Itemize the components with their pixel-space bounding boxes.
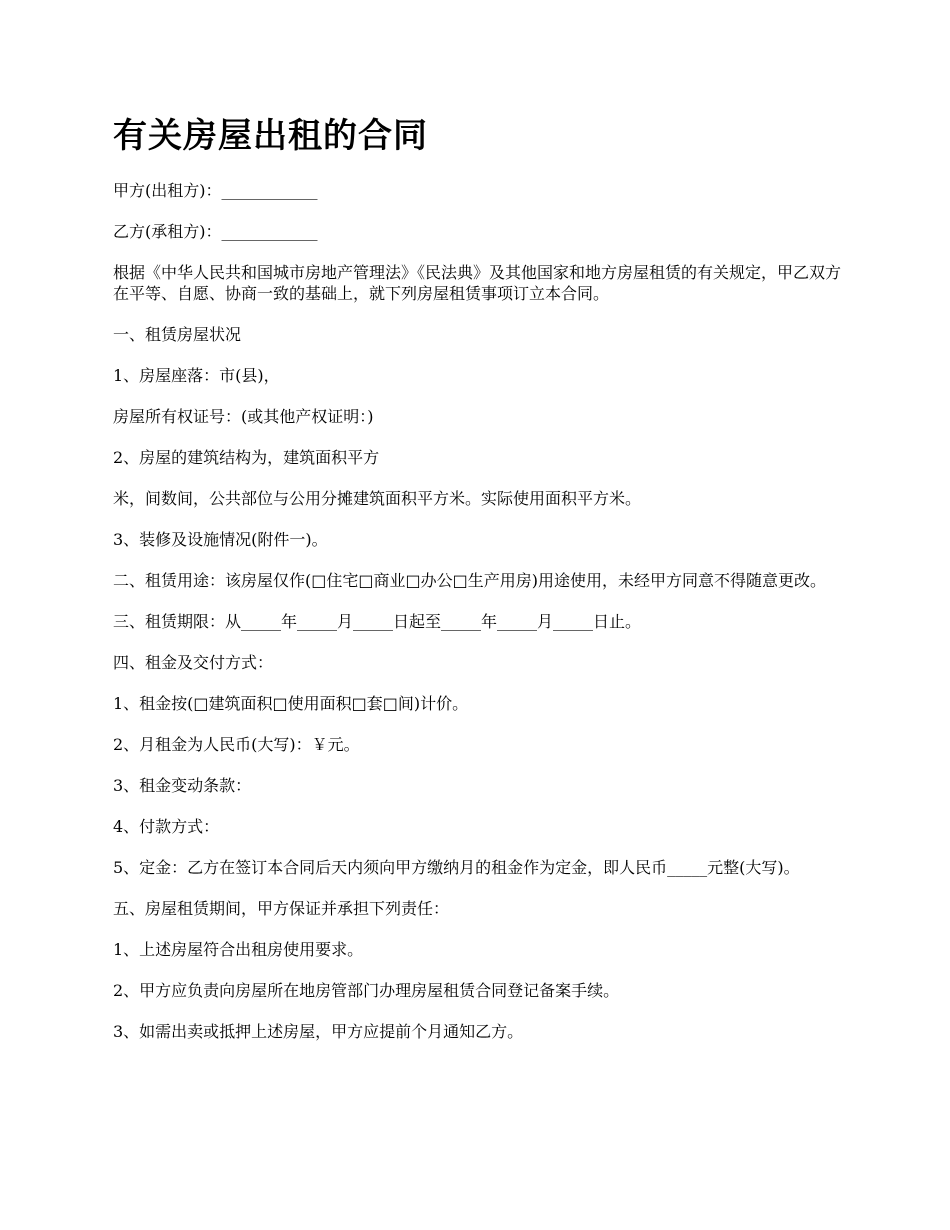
- clause-paragraph: 房屋所有权证号：(或其他产权证明：): [113, 407, 374, 426]
- section-heading: 一、租赁房屋状况: [113, 325, 242, 344]
- clause-paragraph: 2、甲方应负责向房屋所在地房管部门办理房屋租赁合同登记备案手续。: [113, 981, 620, 1000]
- clause-paragraph: 4、付款方式：: [113, 817, 220, 836]
- clause-paragraph: 米，间数间，公共部位与公用分摊建筑面积平方米。实际使用面积平方米。: [113, 489, 642, 508]
- clause-paragraph: 3、装修及设施情况(附件一)。: [113, 530, 328, 549]
- clause-paragraph: 1、房屋座落：市(县)，: [113, 366, 280, 385]
- clause-paragraph: 2、房屋的建筑结构为，建筑面积平方: [113, 448, 380, 467]
- document-page: [113, 112, 843, 1062]
- party-b-line: 乙方(承租方)：____________: [113, 222, 318, 241]
- section-heading: 四、租金及交付方式：: [113, 653, 274, 672]
- section-heading: 二、租赁用途：该房屋仅作(□住宅□商业□办公□生产用房)用途使用，未经甲方同意不得随意更改。: [113, 571, 826, 590]
- section-heading: 三、租赁期限：从_____年_____月_____日起至_____年_____月_____日止。: [113, 612, 642, 631]
- clause-paragraph: 1、租金按(□建筑面积□使用面积□套□间)计价。: [113, 694, 469, 713]
- clause-paragraph: 2、月租金为人民币(大写)：￥元。: [113, 735, 360, 754]
- party-a-line: 甲方(出租方)：____________: [113, 181, 318, 200]
- clause-paragraph: 3、租金变动条款：: [113, 776, 252, 795]
- preamble-paragraph: 根据《中华人民共和国城市房地产管理法》《民法典》及其他国家和地方房屋租赁的有关规定，甲乙双方在平等、自愿、协商一致的基础上，就下列房屋租赁事项订立本合同。: [113, 263, 842, 303]
- document-title: 有关房屋出租的合同: [113, 116, 428, 156]
- clause-paragraph: 5、定金：乙方在签订本合同后天内须向甲方缴纳月的租金作为定金，即人民币_____元整(大写)。: [113, 858, 800, 877]
- clause-paragraph: 3、如需出卖或抵押上述房屋，甲方应提前个月通知乙方。: [113, 1022, 524, 1041]
- clause-paragraph: 1、上述房屋符合出租房使用要求。: [113, 940, 364, 959]
- section-heading: 五、房屋租赁期间，甲方保证并承担下列责任：: [113, 899, 450, 918]
